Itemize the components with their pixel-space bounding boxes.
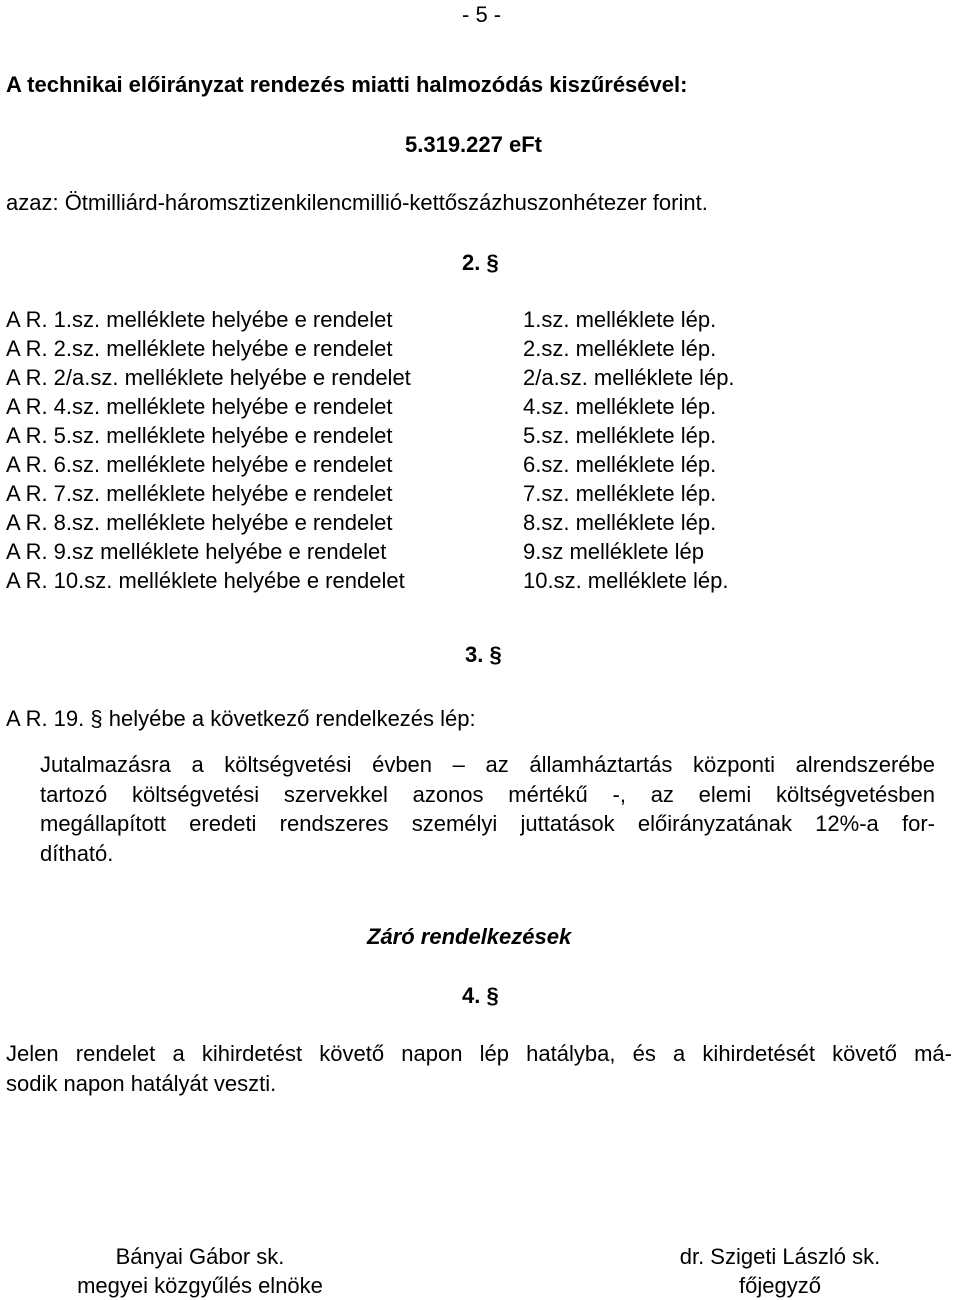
rule-row	[6, 481, 906, 510]
section-4-label: 4. §	[462, 983, 499, 1008]
signature-title: megyei közgyűlés elnöke	[77, 1273, 323, 1298]
section-3-paragraph	[40, 750, 935, 868]
paragraph-line: sodik napon hatályát veszti.	[6, 1070, 277, 1096]
signature-name: dr. Szigeti László sk.	[679, 1244, 881, 1269]
rule-row-right: 7.sz. melléklete lép.	[523, 481, 717, 506]
rule-row-right: 2/a.sz. melléklete lép.	[523, 365, 735, 390]
paragraph-line: Jelen rendelet a kihirdetést követő napon lép hatályba, és a kihirdetését követő má-	[6, 1041, 952, 1066]
signature-right	[640, 1242, 920, 1300]
paragraph-line: megállapított eredeti rendszeres személyi juttatások előirányzatának 12%-a for-	[40, 811, 935, 836]
section-4-paragraph	[6, 1039, 952, 1098]
signature-title: főjegyző	[739, 1273, 821, 1298]
rule-row-left: A R. 6.sz. melléklete helyébe e rendelet	[6, 452, 393, 477]
signature-left	[40, 1242, 360, 1300]
rule-row	[6, 452, 906, 481]
paragraph-line: Jutalmazásra a költségvetési évben – az államháztartás központi alrendszerébe	[40, 752, 935, 777]
rule-row-left: A R. 4.sz. melléklete helyébe e rendelet	[6, 394, 393, 419]
heading: A technikai előirányzat rendezés miatti halmozódás kiszűrésével:	[6, 72, 688, 97]
rule-row-left: A R. 8.sz. melléklete helyébe e rendelet	[6, 510, 393, 535]
rule-row	[6, 423, 906, 452]
rule-row	[6, 365, 906, 394]
rule-row-left: A R. 10.sz. melléklete helyébe e rendelet	[6, 568, 405, 593]
rule-row	[6, 539, 906, 568]
rule-row	[6, 307, 906, 336]
rule-row-right: 8.sz. melléklete lép.	[523, 510, 717, 535]
section-2-label: 2. §	[462, 250, 499, 275]
rule-row-right: 1.sz. melléklete lép.	[523, 307, 717, 332]
rule-row	[6, 336, 906, 365]
rule-row-right: 4.sz. melléklete lép.	[523, 394, 717, 419]
paragraph-line: tartozó költségvetési szervekkel azonos mértékű -, az elemi költségvetésben	[40, 781, 935, 807]
rule-row-right: 10.sz. melléklete lép.	[523, 568, 729, 593]
section-3-intro: A R. 19. § helyébe a következő rendelkezés lép:	[6, 706, 476, 731]
rule-row-left: A R. 9.sz melléklete helyébe e rendelet	[6, 539, 387, 564]
rule-row	[6, 568, 906, 597]
rule-row-left: A R. 2/a.sz. melléklete helyébe e rendelet	[6, 365, 411, 390]
section-3-label: 3. §	[465, 642, 502, 667]
rule-row-right: 6.sz. melléklete lép.	[523, 452, 717, 477]
rule-row	[6, 510, 906, 539]
signature-name: Bányai Gábor sk.	[115, 1244, 285, 1269]
page-number: - 5 -	[462, 2, 502, 27]
paragraph-line: dítható.	[40, 840, 114, 866]
rule-row	[6, 394, 906, 423]
closing-title: Záró rendelkezések	[367, 924, 572, 949]
rule-row-left: A R. 5.sz. melléklete helyébe e rendelet	[6, 423, 393, 448]
rule-row-left: A R. 7.sz. melléklete helyébe e rendelet	[6, 481, 393, 506]
rule-row-left: A R. 1.sz. melléklete helyébe e rendelet	[6, 307, 393, 332]
rule-row-left: A R. 2.sz. melléklete helyébe e rendelet	[6, 336, 393, 361]
amount: 5.319.227 eFt	[405, 132, 542, 157]
amount-in-words: azaz: Ötmilliárd-háromsztizenkilencmillió-kettőszázhuszonhétezer forint.	[6, 190, 708, 215]
rule-row-right: 2.sz. melléklete lép.	[523, 336, 717, 361]
rule-row-right: 9.sz melléklete lép	[523, 539, 704, 564]
rule-row-right: 5.sz. melléklete lép.	[523, 423, 717, 448]
section-2-rules	[6, 307, 906, 597]
